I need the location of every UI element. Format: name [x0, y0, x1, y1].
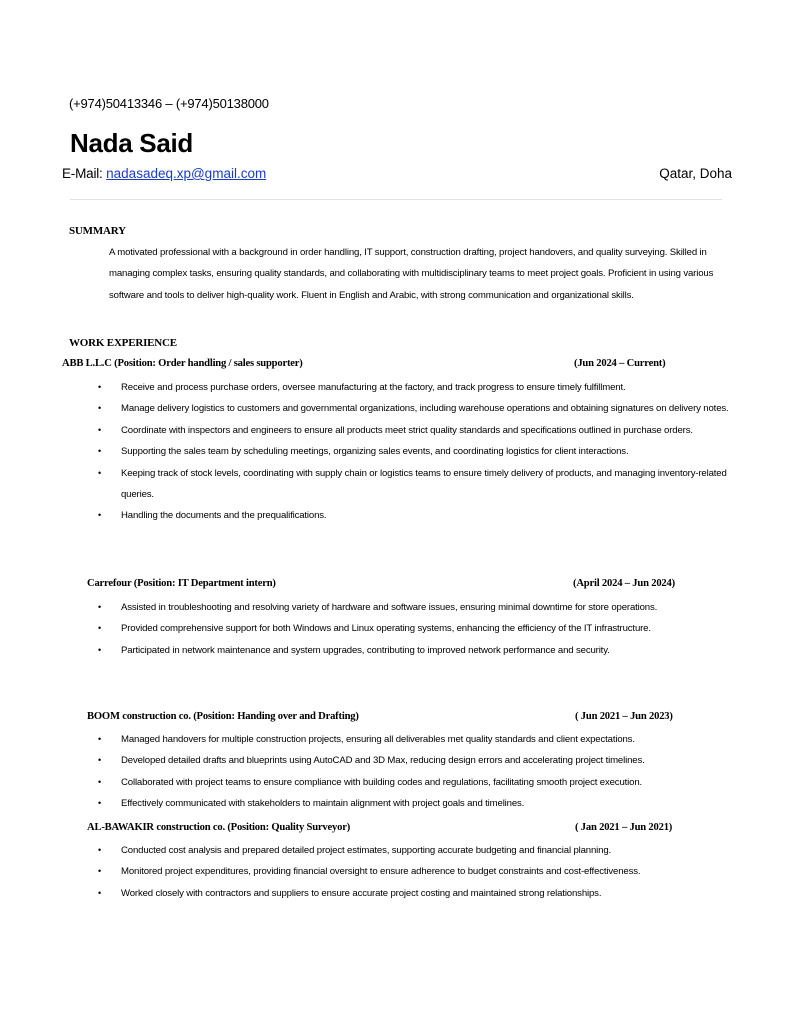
summary-text: A motivated professional with a background in order handling, IT support, construction drafting, project handovers, and quality surveying. Skilled in managing complex tasks, ensuring quality standards, and collaborating with multidisciplinary teams to meet project goals. Proficient in using various software and tools to deliver high-quality work. Fluent in English and Arabic, with strong communication and organizational skills.	[109, 247, 714, 301]
bullet-item: • Manage delivery logistics to customers and governmental organizations, including warehouse operations and obtaining signatures on delivery notes.	[96, 398, 736, 419]
job-bullets	[96, 377, 736, 527]
bullet-item: • Monitored project expenditures, providing financial oversight to ensure adherence to budget constraints and cost-effectiveness.	[96, 861, 736, 882]
candidate-name: Nada Said	[70, 128, 194, 158]
job-heading	[87, 578, 697, 589]
header-divider	[70, 199, 722, 200]
bullet-item: • Receive and process purchase orders, oversee manufacturing at the factory, and track progress to ensure timely fulfillment.	[96, 377, 736, 398]
bullet-item: • Managed handovers for multiple construction projects, ensuring all deliverables met quality standards and client expectations.	[96, 729, 736, 750]
email-label: E-Mail:	[62, 166, 107, 181]
job-title: AL-BAWAKIR construction co. (Position: Quality Surveyor)	[87, 822, 351, 833]
work-experience-title: WORK EXPERIENCE	[69, 337, 177, 349]
job-dates: (April 2024 – Jun 2024)	[573, 578, 675, 589]
contact-row	[62, 166, 732, 181]
job-dates: ( Jun 2021 – Jun 2023)	[575, 711, 673, 722]
bullet-item: • Supporting the sales team by scheduling meetings, organizing sales events, and coordinating logistics for client interactions.	[96, 441, 736, 462]
job-bullets	[96, 597, 736, 661]
job-heading	[87, 822, 697, 833]
bullet-item: • Participated in network maintenance and system upgrades, contributing to improved network performance and security.	[96, 640, 736, 661]
job-bullets	[96, 729, 736, 815]
job-title: Carrefour (Position: IT Department intern)	[87, 578, 276, 589]
bullet-item: • Collaborated with project teams to ensure compliance with building codes and regulations, facilitating smooth project execution.	[96, 772, 736, 793]
job-heading	[62, 358, 682, 369]
bullet-item: • Assisted in troubleshooting and resolving variety of hardware and software issues, ensuring minimal downtime for store operations.	[96, 597, 736, 618]
job-dates: ( Jan 2021 – Jun 2021)	[575, 822, 673, 833]
bullet-item: • Worked closely with contractors and suppliers to ensure accurate project costing and maintained strong relationships.	[96, 883, 736, 904]
phone-numbers: (+974)50413346 – (+974)50138000	[69, 96, 269, 111]
bullet-item: • Keeping track of stock levels, coordinating with supply chain or logistics teams to ensure timely delivery of products, and managing inventory-related queries.	[96, 463, 736, 506]
summary-title: SUMMARY	[69, 225, 126, 237]
job-dates: (Jun 2024 – Current)	[574, 358, 666, 369]
job-title: ABB L.L.C (Position: Order handling / sales supporter)	[62, 358, 303, 369]
location: Qatar, Doha	[659, 166, 732, 181]
bullet-item: • Developed detailed drafts and blueprints using AutoCAD and 3D Max, reducing design errors and accelerating project timelines.	[96, 750, 736, 771]
job-bullets	[96, 840, 736, 904]
job-title: BOOM construction co. (Position: Handing over and Drafting)	[87, 711, 359, 722]
job-heading	[87, 711, 697, 722]
bullet-item: • Coordinate with inspectors and engineers to ensure all products meet strict quality standards and specifications outlined in purchase orders.	[96, 420, 736, 441]
email-link[interactable]: nadasadeq.xp@gmail.com	[106, 166, 267, 181]
bullet-item: • Provided comprehensive support for both Windows and Linux operating systems, enhancing the efficiency of the IT infrastructure.	[96, 618, 736, 639]
bullet-item: • Effectively communicated with stakeholders to maintain alignment with project goals and timelines.	[96, 793, 736, 814]
bullet-item: • Conducted cost analysis and prepared detailed project estimates, supporting accurate budgeting and financial planning.	[96, 840, 736, 861]
bullet-item: • Handling the documents and the prequalifications.	[96, 505, 736, 526]
